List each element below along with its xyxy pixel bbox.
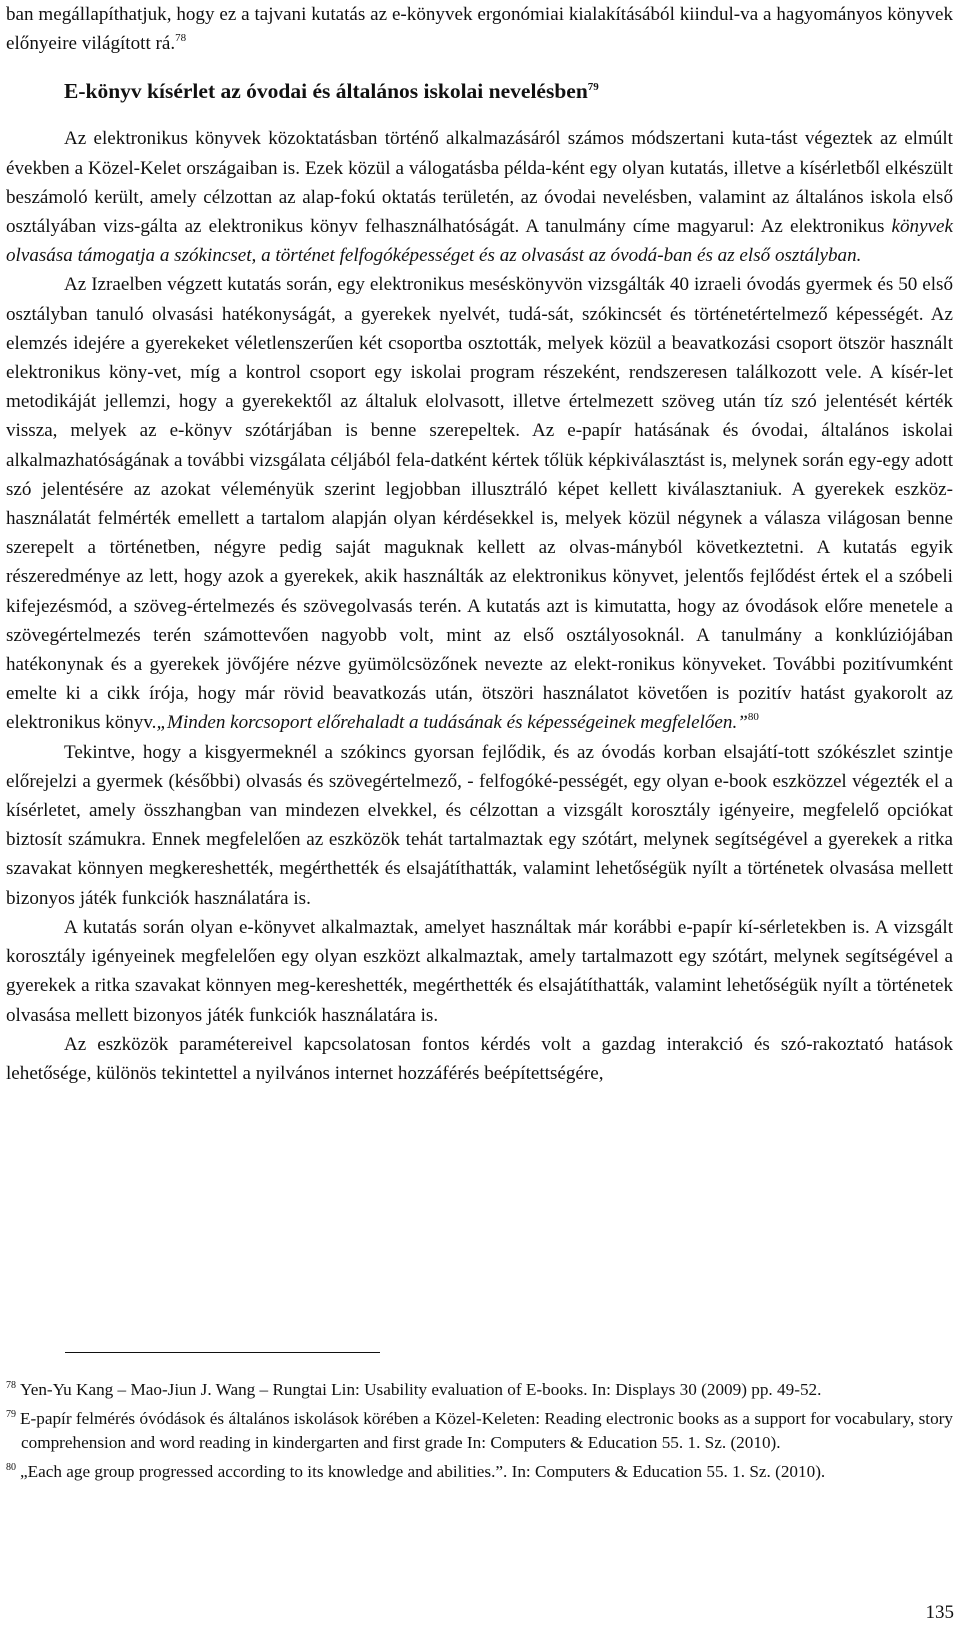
footnote-text: E-papír felmérés óvódások és általános iskolások körében a Közel-Keleten: Reading electronic books as a support for vocabulary, story comprehension and word reading in kindergarten and first grade In: Computers & Education 55. 1. Sz. (2010). [20, 1408, 953, 1453]
footnote-text: Yen-Yu Kang – Mao-Jiun J. Wang – Rungtai Lin: Usability evaluation of E-books. In: Displays 30 (2009) pp. 49-52. [20, 1380, 822, 1399]
paragraph-3: Tekintve, hogy a kisgyermeknél a szókincs gyorsan fejlődik, és az óvodás korban elsajátí-tott szókészlet szintje előrejelzi a gyermek (későbbi) olvasás és szövegértelmező, - felfogóké-pességét, egy olyan e-book eszközzel végezték el a kísérletet, amely összhangban van mindezen elvekkel, és célzottan a vizsgált korosztály igényeire, megfelelő opciókat biztosít számukra. Ennek megfelelően az eszközök tehát tartalmaztak egy szótárt, melynek segítségével a gyerekek a ritka szavakat könnyen megkereshették, megérthették és elsajátíthatták, valamint lehetőségük nyílt a történetek olvasása mellett bizonyos játék funkciók használatára is. [6, 741, 953, 909]
footnote-text: „Each age group progressed according to its knowledge and abilities.”. In: Computers & Education 55. 1. Sz. (2010). [20, 1461, 826, 1481]
body-text [6, 0, 953, 1088]
footnote-ref-79: 79 [587, 81, 599, 94]
footnote-ref-78: 78 [175, 32, 187, 45]
footnote-number: 80 [6, 1461, 16, 1473]
study-title-italic: könyvek olvasása támogatja a szókincset, a történet felfogóképességet és az olvasást az óvodá-ban és az első osztályban. [6, 216, 953, 267]
page-number: 135 [925, 1602, 954, 1623]
section-heading-text: E-könyv kísérlet az óvodai és általános iskolai nevelésben [64, 79, 588, 104]
intro-text: ban megállapíthatjuk, hogy ez a tajvani kutatás az e-könyvek ergonómiai kialakításából kiindul-va a hagyományos könyvek előnyeire világított rá. [6, 4, 953, 55]
paragraph-1-text: Az elektronikus könyvek közoktatásban történő alkalmazásáról számos módszertani kuta-tást végeztek az elmúlt években a Közel-Kelet országaiban is. Ezek közül a válogatásba példa-ként egy olyan kutatás, illetve a kísérletből elkészült beszámoló került, amely célzottan az alap-fokú oktatás területén, az óvodai nevelésben, valamint az általános iskola első osztályában vizs-gálta az elektronikus könyv felhasználhatóságát. A tanulmány címe magyarul: Az elektronikus [6, 128, 953, 238]
footnote-79 [6, 1407, 953, 1456]
footnote-78 [6, 1378, 953, 1403]
quote-italic: „Minden korcsoport előrehaladt a tudásának és képességeinek megfelelően.” [156, 712, 748, 734]
footnote-number: 79 [6, 1408, 16, 1420]
paragraph-5: Az eszközök paramétereivel kapcsolatosan fontos kérdés volt a gazdag interakció és szó-rakoztató hatások lehetősége, különös tekintettel a nyilvános internet hozzáférés beépítettségére, [6, 1033, 953, 1084]
footnote-80 [6, 1460, 953, 1485]
footnote-number: 78 [6, 1380, 16, 1391]
footnote-separator [65, 1352, 380, 1353]
intro-paragraph [6, 0, 953, 58]
paragraph-2 [6, 270, 953, 737]
footnote-ref-80: 80 [747, 711, 759, 724]
footnotes [6, 1378, 953, 1484]
paragraph-2-text: Az Izraelben végzett kutatás során, egy elektronikus meséskönyvön vizsgálták 40 izraeli óvodás gyermek és 50 első osztályban tanuló olvasási hatékonyságát, a gyerekek nyelvét, tudá-sát, szókincsét és történetértelmező képességét. Az elemzés idejére a gyerekeket véletlenszerűen két csoportba osztották, melyek közül a beavatkozási csoport ötször használt elektronikus köny-vet, míg a kontrol csoport egy iskolai program részeként, rendszeresen találkozott vele. A kísér-let metodikáját jellemzi, hogy a gyerekektől az általuk elolvasott, illetve értelmezett szöveg után tíz szó jelentését kérték vissza, melyek az e-könyv szótárjában is benne szerepeltek. Az e-papír hatásának és óvodai, általános iskolai alkalmazhatóságának a további vizsgálata céljából fela-datként kértek tőlük képkiválasztást is, melynek során egy-egy adott szó jelentésére az azokat véleményük szerint legjobban illusztráló képet kellett kiválasztaniuk. A gyerekek eszköz-használatát felmérték emellett a tartalom alapján olyan kérdésekkel is, melyek közül négynek a válasza világosan benne szerepelt a történetben, négyre pedig saját maguknak kellett az olvas-mányból következtetni. A kutatás egyik részeredménye az lett, hogy azok a gyerekek, akik használták az elektronikus könyvet, jelentős fejlődést értek el a szóbeli kifejezésmód, a szöveg-értelmezés és szövegolvasás terén. A kutatás azt is kimutatta, hogy az óvodások előre menetele a szövegértelmezés terén számottevően nagyobb volt, mint az első osztályosoknál. A tanulmány a konklúziójában hatékonynak és a gyerekek jövőjére nézve gyümölcsözőnek nevezte az elekt-ronikus könyveket. További pozitívumként emelte ki a cikk írója, hogy már rövid beavatkozás után, ötszöri használatot követően is pozitív hatást gyakorolt az elektronikus könyv. [6, 274, 953, 734]
paragraph-4: A kutatás során olyan e-könyvet alkalmaztak, amelyet használtak már korábbi e-papír kí-sérletekben is. A vizsgált korosztály igényeinek megfelelően egy olyan eszközt alkalmaztak, amely tartalmazott egy szótárt, melynek segítségével a gyerekek a ritka szavakat könnyen meg-kereshették, megérthették és elsajátíthatták, valamint lehetőségük nyílt a történetek olvasása mellett bizonyos játék funkciók használatára is. [6, 916, 953, 1026]
section-heading [6, 76, 953, 106]
paragraph-1 [6, 124, 953, 270]
